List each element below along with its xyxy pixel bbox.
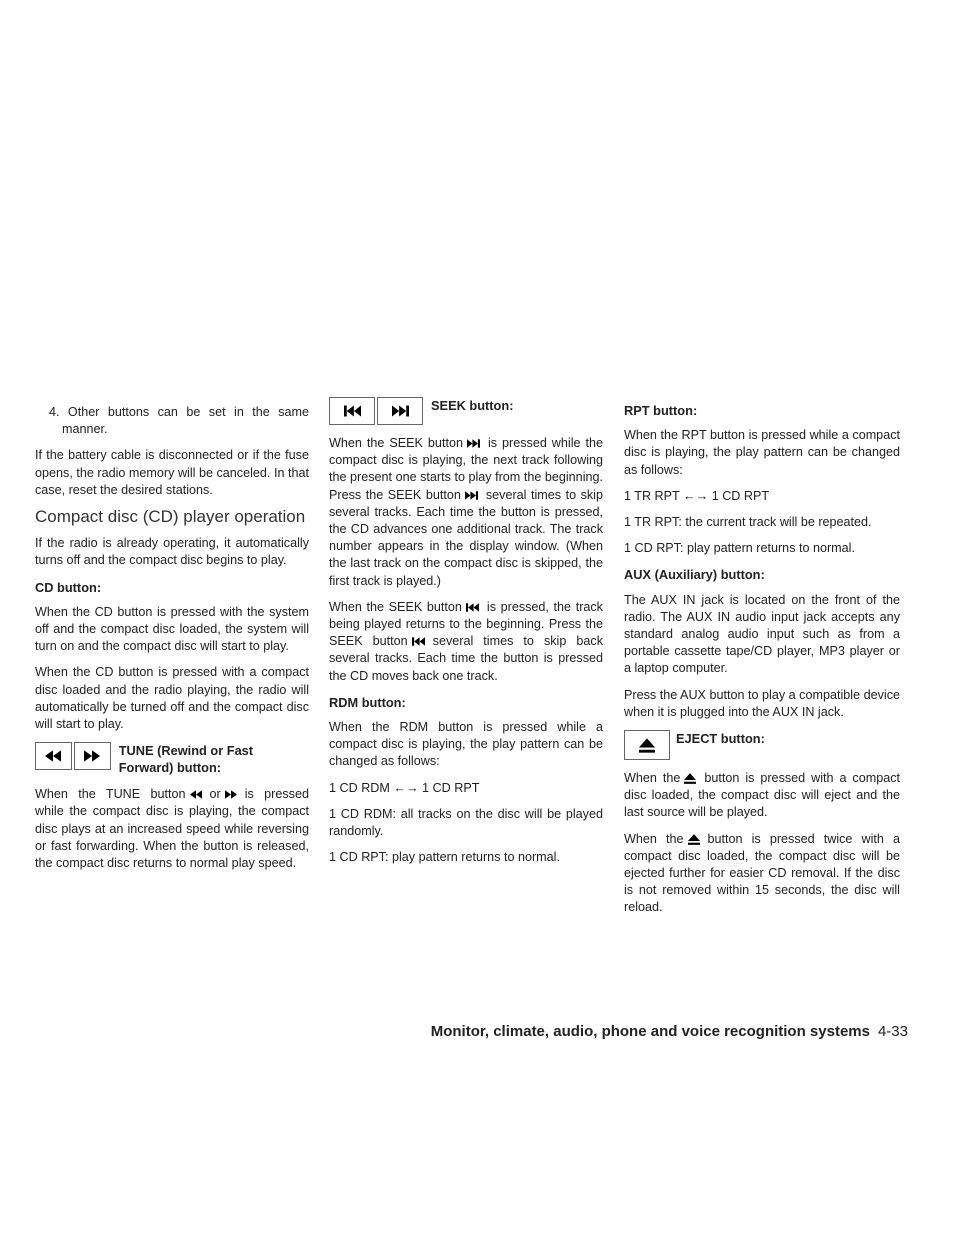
eject-icon bbox=[639, 738, 655, 753]
rewind-icon bbox=[45, 750, 61, 762]
seek-button-figure bbox=[329, 397, 603, 425]
rdm-button-heading: RDM button: bbox=[329, 694, 406, 710]
paragraph-eject-2 bbox=[624, 831, 900, 917]
paragraph-tune bbox=[35, 786, 309, 872]
text-run: is pressed while the compact disc is playing, the compact disc plays at an increased speed while reversing or fast forwarding. When the button is released, the compact disc returns to normal play speed. bbox=[35, 787, 309, 871]
seek-button-label: SEEK button: bbox=[431, 398, 514, 413]
rpt-cycle: 1 TR RPT ←→ 1 CD RPT bbox=[624, 488, 770, 503]
chapter-title: Monitor, climate, audio, phone and voice recognition systems bbox=[430, 1023, 870, 1040]
section-title: Compact disc (CD) player operation bbox=[35, 507, 306, 527]
fast-forward-icon bbox=[225, 790, 237, 799]
cd-button-heading: CD button: bbox=[35, 579, 102, 595]
tune-button-figure bbox=[35, 742, 309, 776]
rdm-cycle: 1 CD RDM ←→ 1 CD RPT bbox=[329, 780, 480, 795]
rewind-icon bbox=[190, 790, 202, 799]
column-right bbox=[624, 402, 900, 926]
paragraph-radio-operating: If the radio is already operating, it automatically turns off and the compact disc begins to play. bbox=[35, 536, 309, 568]
paragraph-rpt: When the RPT button is pressed while a compact disc is playing, the play pattern can be changed as follows: bbox=[624, 428, 900, 477]
paragraph-rdm: When the RDM button is pressed while a compact disc is playing, the play pattern can be changed as follows: bbox=[329, 720, 603, 769]
paragraph-aux-2: Press the AUX button to play a compatible device when it is plugged into the AUX IN jack. bbox=[624, 687, 900, 719]
seek-back-button-graphic bbox=[329, 397, 375, 425]
skip-back-icon bbox=[344, 405, 361, 417]
paragraph-battery: If the battery cable is disconnected or if the fuse opens, the radio memory will be canceled. In that case, reset the desired stations. bbox=[35, 448, 309, 497]
rdm-option-1: 1 CD RDM: all tracks on the disc will be played randomly. bbox=[329, 806, 603, 839]
list-item-4: 4. Other buttons can be set in the same manner. bbox=[49, 405, 309, 437]
aux-button-heading: AUX (Auxiliary) button: bbox=[624, 567, 765, 583]
text-run: is pressed while the compact disc is playing, the next track following the present one starts to play from the beginning. Press the SEEK button bbox=[329, 436, 603, 502]
paragraph-cd-2: When the CD button is pressed with a compact disc loaded and the radio playing, the radio will automatically be turned off and the compact disc will start to play. bbox=[35, 665, 309, 732]
page-footer bbox=[431, 1023, 908, 1040]
eject-button-label: EJECT button: bbox=[676, 731, 765, 747]
skip-forward-icon bbox=[467, 439, 480, 448]
fast-forward-icon bbox=[84, 750, 100, 762]
paragraph-eject-1 bbox=[624, 770, 900, 822]
eject-icon bbox=[684, 773, 696, 784]
eject-button-graphic bbox=[624, 730, 670, 760]
rewind-button-graphic bbox=[35, 742, 72, 770]
paragraph-cd-1: When the CD button is pressed with the system off and the compact disc loaded, the system will turn on and the compact disc will start to play. bbox=[35, 604, 309, 654]
paragraph-seek-back bbox=[329, 599, 603, 685]
eject-button-figure bbox=[624, 730, 900, 760]
eject-icon bbox=[688, 834, 700, 845]
paragraph-aux-1: The AUX IN jack is located on the front of the radio. The AUX IN audio input jack accepts any standard analog audio input such as from a portable cassette tape/CD player, MP3 player or a laptop computer. bbox=[624, 592, 900, 676]
rpt-option-1: 1 TR RPT: the current track will be repeated. bbox=[624, 515, 872, 530]
text-run: button is pressed twice with a compact disc loaded, the compact disc will be ejected further for easier CD removal. If the disc is not removed within 15 seconds, the disc will reload. bbox=[624, 831, 901, 915]
text-run: When the bbox=[624, 771, 681, 786]
text-run: button is pressed with a compact disc loaded, the compact disc will eject and the last source will be played. bbox=[624, 771, 901, 820]
text-run: When the SEEK button bbox=[329, 436, 463, 450]
rpt-option-2: 1 CD RPT: play pattern returns to normal. bbox=[624, 541, 855, 556]
paragraph-seek-forward bbox=[329, 435, 603, 590]
text-run: When the bbox=[624, 831, 684, 846]
seek-forward-button-graphic bbox=[377, 397, 423, 425]
text-run: is pressed, the track being played returns to the beginning. Press the SEEK button bbox=[329, 599, 603, 649]
skip-back-icon bbox=[412, 637, 425, 646]
text-run: several times to skip back several tracks. Each time the button is pressed the CD moves back one track. bbox=[329, 634, 603, 683]
rpt-button-heading: RPT button: bbox=[624, 403, 698, 418]
tune-button-label: TUNE (Rewind or Fast Forward) button: bbox=[118, 743, 254, 776]
column-left bbox=[35, 404, 309, 881]
column-middle bbox=[329, 397, 603, 875]
text-run: When the TUNE button bbox=[35, 787, 186, 802]
skip-back-icon bbox=[466, 603, 479, 612]
page-number: 4-33 bbox=[877, 1023, 908, 1040]
skip-forward-icon bbox=[465, 491, 478, 500]
rdm-option-2: 1 CD RPT: play pattern returns to normal. bbox=[329, 850, 560, 865]
fast-forward-button-graphic bbox=[74, 742, 111, 770]
skip-forward-icon bbox=[392, 405, 409, 417]
text-run: or bbox=[209, 787, 221, 802]
text-run: When the SEEK button bbox=[329, 599, 462, 614]
text-run: several times to skip several tracks. Each time the button is pressed, the CD advances one additional track. The track number appears in the display window. (When the last track on the compact disc is skipped, the first track is played.) bbox=[329, 487, 603, 588]
